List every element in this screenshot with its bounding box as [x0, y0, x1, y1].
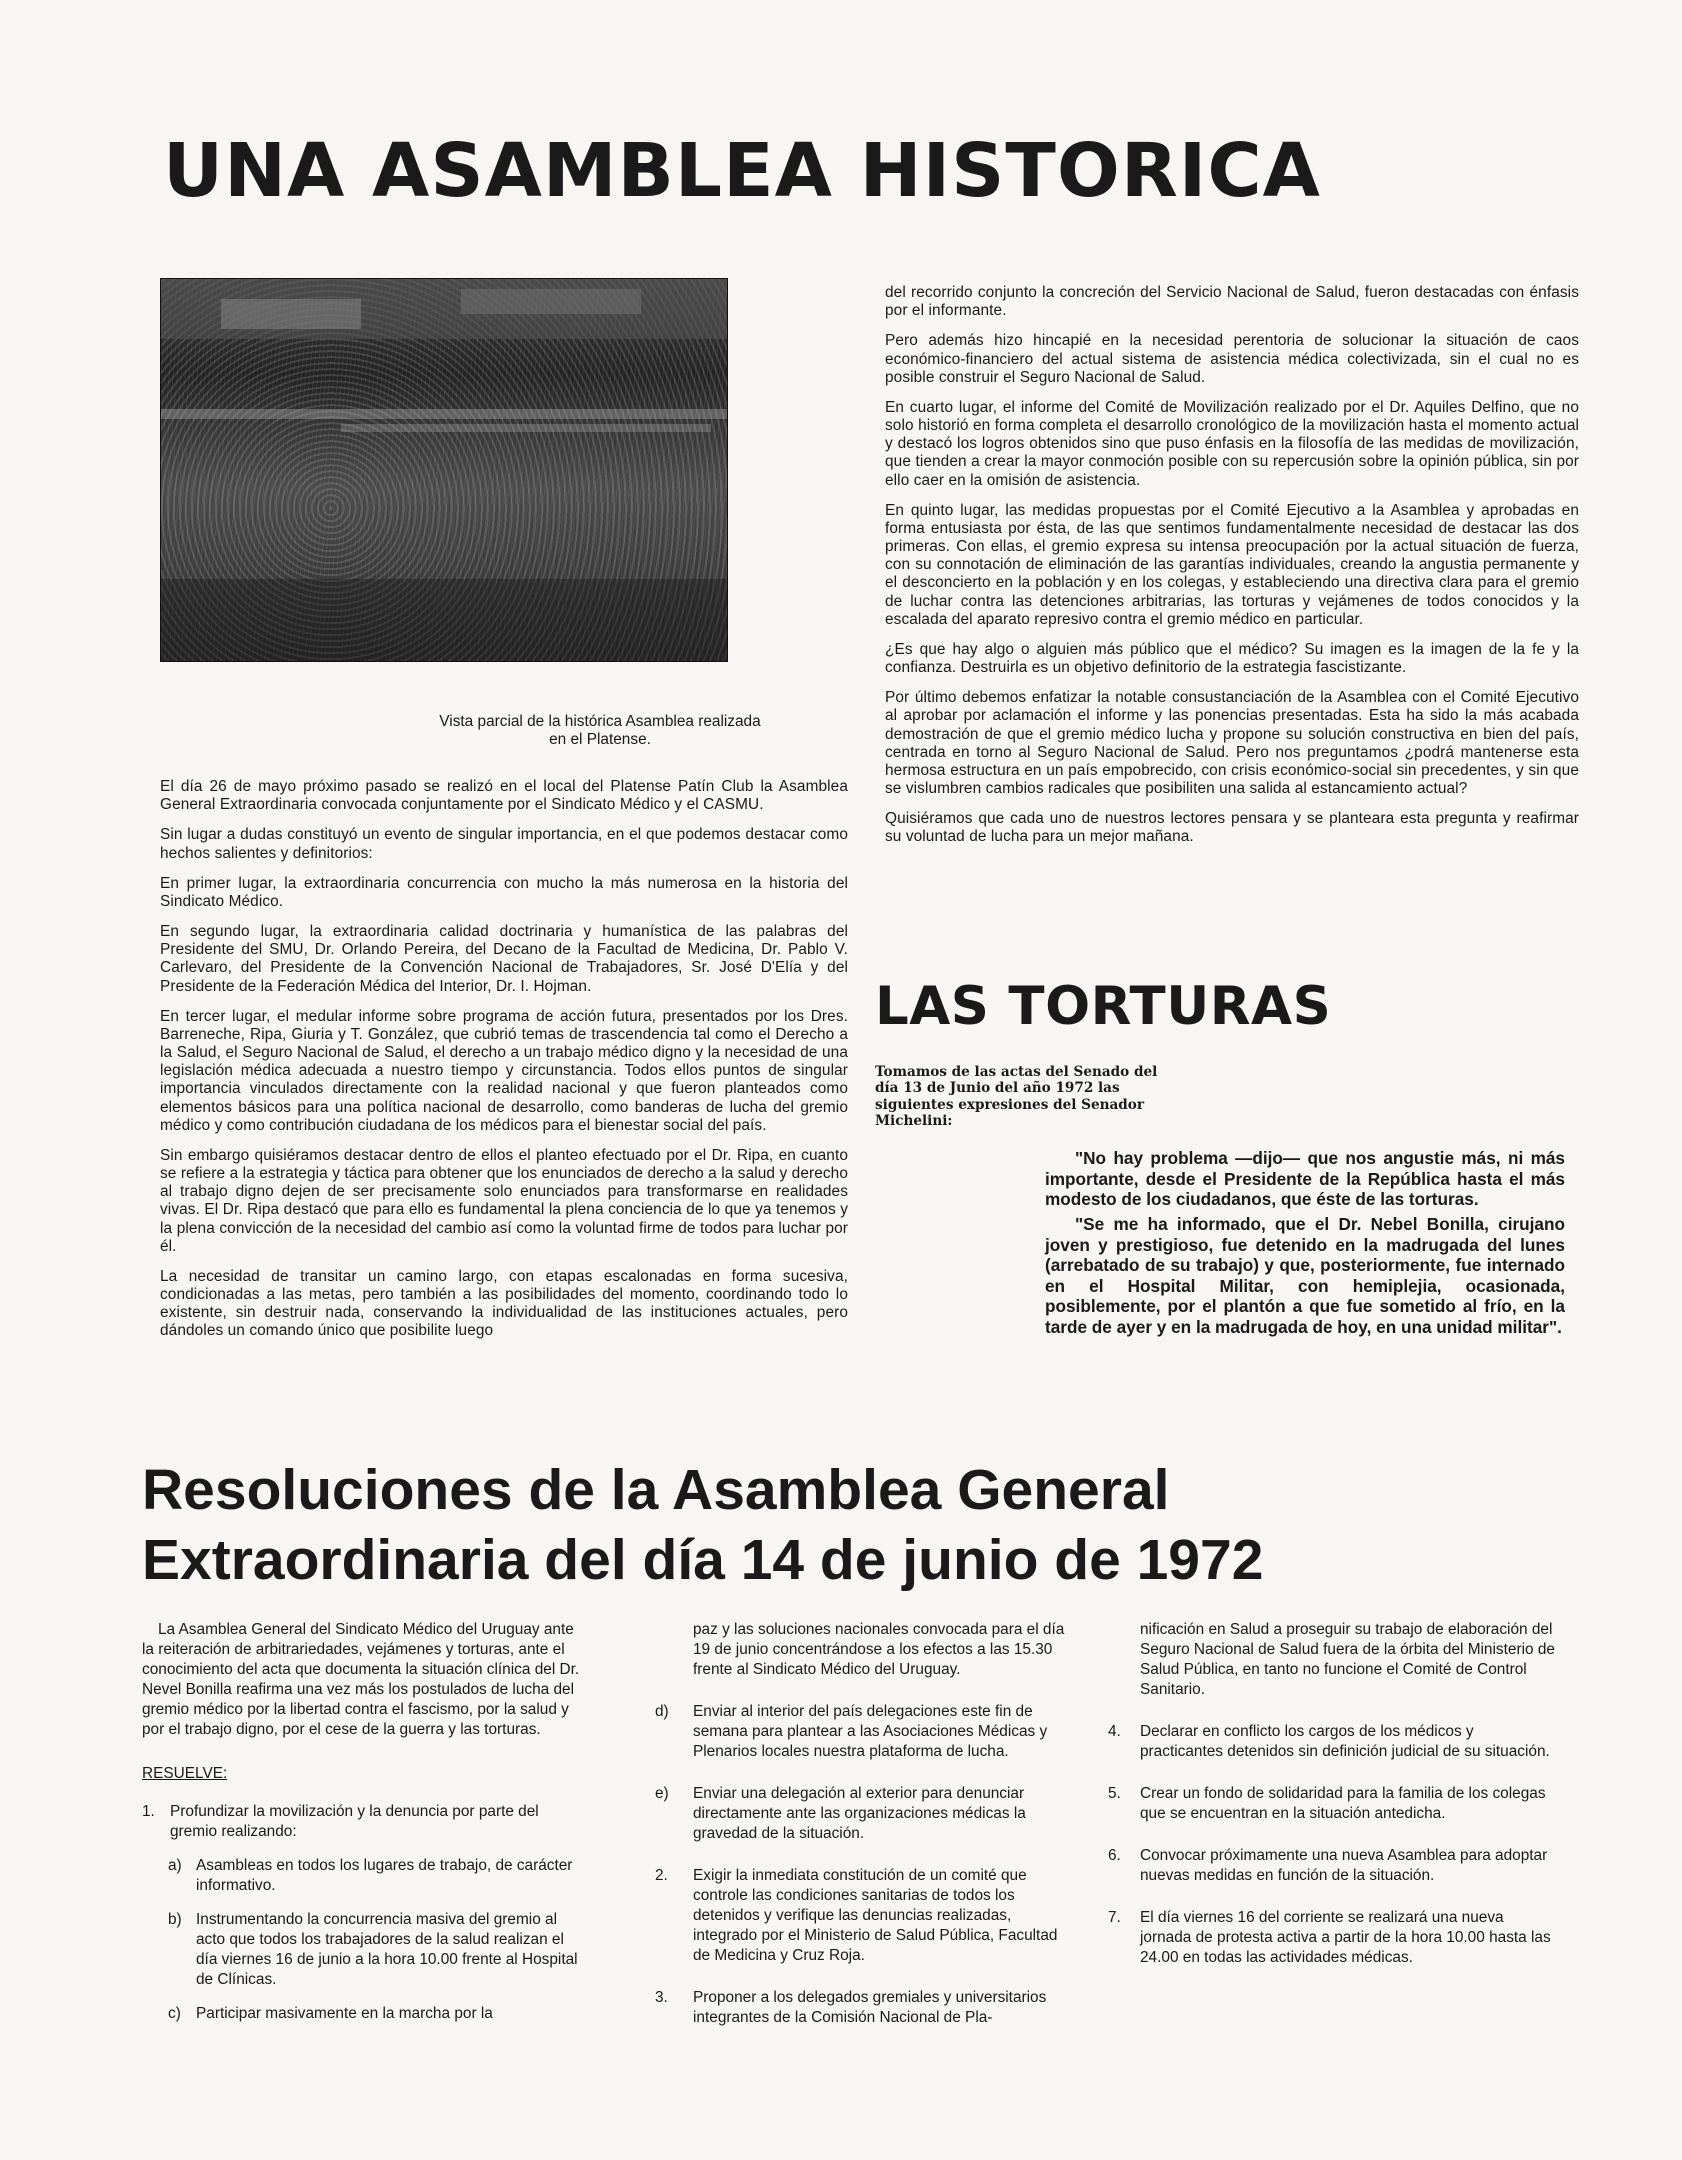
item-text: El día viernes 16 del corriente se realizará una nueva jornada de protesta activa a partir de la hora 10.00 hasta las 24.00 en todas las actividades médicas. [1140, 1909, 1551, 1967]
item-marker: 4. [1108, 1723, 1121, 1741]
item-text: Declarar en conflicto los cargos de los médicos y practicantes detenidos sin definición judicial de su situación. [1140, 1723, 1550, 1761]
article-paragraph: En primer lugar, la extraordinaria concurrencia con mucho la más numerosa en la historia del Sindicato Médico. [160, 874, 848, 910]
item-marker: 7. [1108, 1909, 1121, 1927]
subitem-marker: a) [168, 1857, 182, 1875]
article-paragraph: Quisiéramos que cada uno de nuestros lectores pensara y se planteara esta pregunta y reafirmar su voluntad de lucha para un mejor mañana. [885, 810, 1579, 846]
item-marker: 6. [1108, 1847, 1121, 1865]
item-text: Crear un fondo de solidaridad para la familia de los colegas que se encuentran en la situación antedicha. [1140, 1785, 1546, 1823]
subitem-marker: e) [655, 1785, 669, 1803]
resoluciones-headline-line-1: Resoluciones de la Asamblea General [142, 1458, 1170, 1522]
resoluciones-column-2 [655, 1620, 1075, 2042]
torturas-headline: LAS TORTURAS [875, 976, 1332, 1037]
article-paragraph: En cuarto lugar, el informe del Comité de Movilización realizado por el Dr. Aquiles Delfino, que no solo historió en forma completa el desarrollo cronológico de la movilización hasta el momento actual y destacó los logros obtenidos sino que puso énfasis en la filosofía de las medidas de movilización, que tienden a crear la mayor conmoción posible con su repercusión sobre la opinión pública, sin por ello caer en la omisión de asistencia. [885, 398, 1579, 489]
resolution-subitem [655, 1784, 1075, 1844]
item-text: Proponer a los delegados gremiales y universitarios integrantes de la Comisión Nacional de Pla- [693, 1989, 1047, 2027]
item-marker: 1. [142, 1803, 155, 1821]
subitem-marker: c) [168, 2005, 181, 2023]
resolution-item [655, 1988, 1075, 2028]
item-text: Profundizar la movilización y la denuncia por parte del gremio realizando: [170, 1803, 539, 1841]
article-paragraph: En segundo lugar, la extraordinaria calidad doctrinaria y humanística de las palabras del Presidente del SMU, Dr. Orlando Pereira, del Decano de la Facultad de Medicina, Dr. Pablo V. Carlevaro, del Presidente de la Convención Nacional de Trabajadores, Sr. José D'Elía y del Presidente de la Federación Médica del Interior, Dr. I. Hojman. [160, 923, 848, 995]
item-marker: 2. [655, 1867, 668, 1885]
crowd-photo-graphic [161, 279, 727, 661]
resolution-item [142, 1802, 587, 1842]
item-text: Exigir la inmediata constitución de un comité que controle las condiciones sanitarias de todos los detenidos y verifique las denuncias realizadas, integrado por el Ministerio de Salud Pública, Facultad de Medicina y Cruz Roja. [693, 1867, 1058, 1965]
resolution-item [655, 1866, 1075, 1966]
subitem-text: Asambleas en todos los lugares de trabajo, de carácter informativo. [196, 1857, 573, 1895]
resoluciones-intro: La Asamblea General del Sindicato Médico del Uruguay ante la reiteración de arbitrariedades, vejámenes y torturas, ante el conocimiento del acta que documenta la situación clínica del Dr. Nevel Bonilla reafirma una vez más los postulados de lucha del gremio médico por la libertad contra el fascismo, por la salud y por el trabajo digno, por el cese de la guerra y las torturas. [142, 1621, 580, 1739]
subitem-text: Instrumentando la concurrencia masiva del gremio al acto que todos los trabajadores de la salud realizan el día viernes 16 de junio a la hora 10.00 frente al Hospital de Clínicas. [196, 1911, 578, 1989]
quote-paragraph: "No hay problema —dijo— que nos angustie más, ni más importante, desde el Presidente de la República hasta el más modesto de los ciudadanos, que éste de las torturas. [1045, 1148, 1565, 1210]
resolution-subitem [168, 2004, 587, 2024]
article-paragraph: Sin lugar a dudas constituyó un evento de singular importancia, en el que podemos destacar como hechos salientes y definitorios: [160, 826, 848, 862]
subitem-text: Participar masivamente en la marcha por la [196, 2005, 493, 2023]
article-left-column [160, 778, 848, 1353]
article-paragraph: La necesidad de transitar un camino largo, con etapas escalonadas en forma sucesiva, condicionadas a las metas, pero también a las posibilidades del momento, coordinando todo lo existente, sin destruir nada, conservando la individualidad de las instituciones actuales, pero dándoles un comando único que posibilite luego [160, 1267, 848, 1340]
torturas-quote [1045, 1148, 1565, 1342]
article-headline: UNA ASAMBLEA HISTORICA [163, 128, 1321, 214]
resolution-subitem [168, 1910, 587, 1990]
resolution-item [1108, 1784, 1558, 1824]
quote-paragraph: "Se me ha informado, que el Dr. Nebel Bonilla, cirujano joven y prestigioso, fue detenido en la madrugada del lunes (arrebatado de su trabajo) y que, posteriormente, fue internado en el Hospital Militar, con hemiplejia, ocasionada, posiblemente, por el plantón a que fue sometido al frío, en la tarde de ayer y en la madrugada de hoy, en una unidad militar". [1045, 1213, 1565, 1338]
article-paragraph: Pero además hizo hincapié en la necesidad perentoria de solucionar la situación de caos económico-financiero del actual sistema de asistencia médica colectivizada, sin el cual no es posible construir el Seguro Nacional de Salud. [885, 332, 1579, 386]
photo-caption-line-1: Vista parcial de la histórica Asamblea realizada [439, 713, 761, 730]
photo-caption-line-2: en el Platense. [549, 731, 651, 749]
subitem-marker: b) [168, 1911, 182, 1929]
photo-caption [400, 713, 800, 750]
subitem-marker: d) [655, 1703, 669, 1721]
resolution-item [1108, 1908, 1558, 1968]
item-marker: 5. [1108, 1785, 1121, 1803]
resolution-subitem [655, 1702, 1075, 1762]
item-text: Convocar próximamente una nueva Asamblea para adoptar nuevas medidas en función de la situación. [1140, 1847, 1548, 1885]
resoluciones-headline [142, 1455, 1263, 1595]
article-paragraph: El día 26 de mayo próximo pasado se realizó en el local del Platense Patín Club la Asamblea General Extraordinaria convocada conjuntamente por el Sindicato Médico y el CASMU. [160, 778, 848, 814]
resoluciones-column-3 [1108, 1620, 1558, 1982]
resolution-item [1108, 1846, 1558, 1886]
subitem-text: Enviar una delegación al exterior para denunciar directamente ante las organizaciones médicas la gravedad de la situación. [693, 1785, 1026, 1843]
resoluciones-column-1 [142, 1620, 587, 2038]
article-paragraph: del recorrido conjunto la concreción del Servicio Nacional de Salud, fueron destacadas con énfasis por el informante. [885, 284, 1579, 320]
resolution-subitem [655, 1620, 1075, 1680]
resolution-item [1108, 1620, 1558, 1700]
article-paragraph: ¿Es que hay algo o alguien más público que el médico? Su imagen es la imagen de la fe y la confianza. Destruirla es un objetivo definitorio de la estrategia fascistizante. [885, 640, 1579, 677]
subitem-text: paz y las soluciones nacionales convocada para el día 19 de junio concentrándose a los efectos a las 15.30 frente al Sindicato Médico del Uruguay. [693, 1621, 1065, 1679]
resolution-item [1108, 1722, 1558, 1762]
torturas-intro: Tomamos de las actas del Senado del día 13 de Junio del año 1972 las siguientes expresiones del Senador Michelini: [875, 1064, 1158, 1129]
article-paragraph: Por último debemos enfatizar la notable consustanciación de la Asamblea con el Comité Ejecutivo al aprobar por aclamación el informe y las ponencias presentadas. Esta ha sido la más acabada demostración de que el gremio médico lucha y propone su solución constructiva en bien del país, centrada en torno al Seguro Nacional de Salud. Pero nos preguntamos ¿podrá mantenerse esta hermosa estructura en un país empobrecido, con crisis económico-social sin precedentes, y sin que se vislumbren cambios radicales que posibiliten una salida al estancamiento actual? [885, 689, 1579, 798]
resuelve-label: RESUELVE: [142, 1765, 228, 1783]
item-marker: 3. [655, 1989, 668, 2007]
subitem-text: Enviar al interior del país delegaciones este fin de semana para plantear a las Asociaciones Médicas y Plenarios locales nuestra plataforma de lucha. [693, 1703, 1048, 1761]
article-paragraph: En quinto lugar, las medidas propuestas por el Comité Ejecutivo a la Asamblea y aprobadas en forma entusiasta por ésta, de las que sentimos fundamentalmente necesidad de destacar las dos primeras. Con ellas, el gremio expresa su intensa preocupación por la actual situación de fuerza, con su connotación de eliminación de las garantías individuales, creando la angustia permanente y el desconcierto en la población y en los colegas, y estableciendo una directiva clara para el gremio de luchar contra las detenciones arbitrarias, las torturas y vejámenes de todos conocidos y la escalada del aparato represivo contra el gremio médico en particular. [885, 501, 1579, 628]
article-paragraph: En tercer lugar, el medular informe sobre programa de acción futura, presentados por los Dres. Barreneche, Ripa, Giuria y T. González, que cubrió temas de trascendencia tal como el Derecho a la Salud, el Seguro Nacional de Salud, el derecho a un trabajo médico digno y la necesidad de una legislación médica adecuada a nuestro tiempo y circunstancia. Todos ellos puntos de singular importancia vinculados directamente con la realidad nacional y que fueron planteados como elementos básicos para una política nacional de desarrollo, como banderas de lucha del gremio médico y como contribución ciudadana de los médicos para el bienestar social del país. [160, 1007, 848, 1134]
resolution-subitem [168, 1856, 587, 1896]
resoluciones-headline-line-2: Extraordinaria del día 14 de junio de 1972 [142, 1528, 1264, 1592]
article-right-column [885, 284, 1579, 859]
assembly-photo [160, 278, 728, 662]
article-paragraph: Sin embargo quisiéramos destacar dentro de ellos el planteo efectuado por el Dr. Ripa, en cuanto se refiere a la estrategia y táctica para obtener que los enunciados de derecho a la salud y derecho al trabajo digno dejen de ser precisamente solo enunciados para transformarse en realidades vivas. El Dr. Ripa destacó que para ello es fundamental la plena conciencia de lo que ya tenemos y la plena convicción de la necesidad del cambio así como la voluntad firme de todos para luchar por él. [160, 1146, 848, 1255]
item-text: nificación en Salud a proseguir su trabajo de elaboración del Seguro Nacional de Salud fuera de la órbita del Ministerio de Salud Pública, en tanto no funcione el Comité de Control Sanitario. [1140, 1621, 1555, 1699]
